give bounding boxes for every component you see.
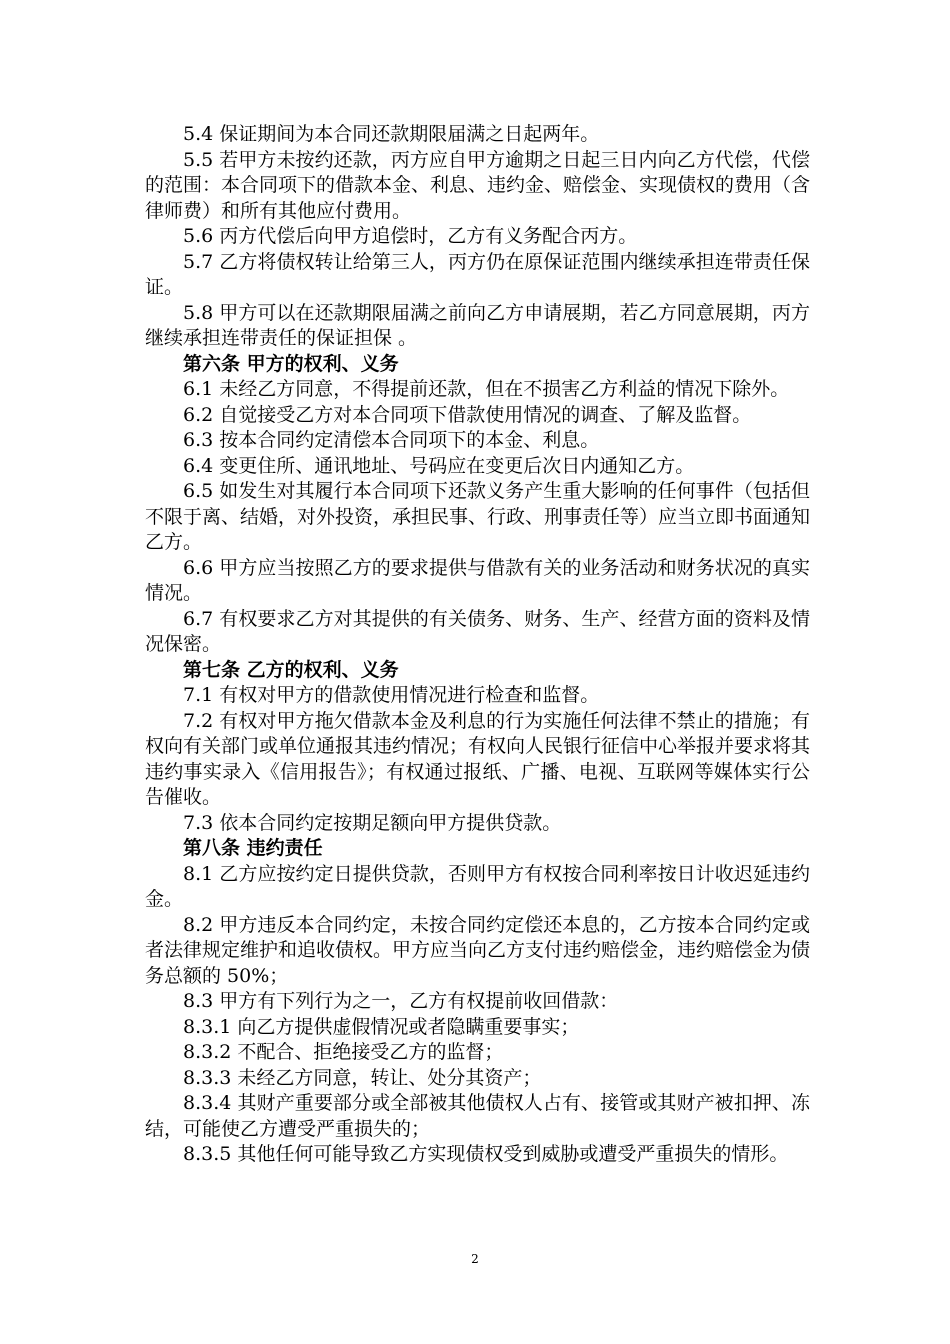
- document-body: [145, 122, 810, 1168]
- clause-5-7: 5.7 乙方将债权转让给第三人，丙方仍在原保证范围内继续承担连带责任保证。: [145, 250, 810, 298]
- clause-5-5: 5.5 若甲方未按约还款，丙方应自甲方逾期之日起三日内向乙方代偿，代偿的范围：本合同项下的借款本金、利息、违约金、赔偿金、实现债权的费用（含律师费）和所有其他应付费用。: [145, 148, 811, 222]
- clause-7-1: 7.1 有权对甲方的借款使用情况进行检查和监督。: [183, 684, 600, 706]
- clause-7-2: 7.2 有权对甲方拖欠借款本金及利息的行为实施任何法律不禁止的措施；有权向有关部门或单位通报其违约情况；有权向人民银行征信中心举报并要求将其违约事实录入《信用报告》；有权通过报纸、广播、电视、互联网等媒体实行公告催收。: [145, 709, 811, 808]
- clause-6-6: 6.6 甲方应当按照乙方的要求提供与借款有关的业务活动和财务状况的真实情况。: [145, 556, 810, 604]
- clause-5-6: 5.6 丙方代偿后向甲方追偿时，乙方有义务配合丙方。: [183, 225, 638, 247]
- clause-6-5: 6.5 如发生对其履行本合同项下还款义务产生重大影响的任何事件（包括但不限于离、结婚，对外投资，承担民事、行政、刑事责任等）应当立即书面通知乙方。: [145, 480, 811, 553]
- article-7-heading: 第七条 乙方的权利、义务: [183, 658, 399, 681]
- clause-8-3-3: 8.3.3 未经乙方同意，转让、处分其资产；: [183, 1066, 542, 1089]
- clause-6-1: 6.1 未经乙方同意，不得提前还款，但在不损害乙方利益的情况下除外。: [183, 378, 790, 400]
- clause-8-2: 8.2 甲方违反本合同约定，未按合同约定偿还本息的，乙方按本合同约定或者法律规定维护和追收债权。甲方应当向乙方支付违约赔偿金，违约赔偿金为债务总额的 50%；: [145, 913, 811, 987]
- clause-8-3: 8.3 甲方有下列行为之一，乙方有权提前收回借款：: [183, 990, 619, 1012]
- clause-8-3-5: 8.3.5 其他任何可能导致乙方实现债权受到威胁或遭受严重损失的情形。: [183, 1143, 789, 1165]
- article-6-heading: 第六条 甲方的权利、义务: [183, 352, 399, 375]
- page-number: 2: [471, 1252, 479, 1266]
- clause-5-4: 5.4 保证期间为本合同还款期限届满之日起两年。: [183, 123, 600, 145]
- clause-5-8: 5.8 甲方可以在还款期限届满之前向乙方申请展期，若乙方同意展期，丙方继续承担连带责任的保证担保 。: [145, 301, 810, 349]
- clause-7-3: 7.3 依本合同约定按期足额向甲方提供贷款。: [183, 811, 562, 834]
- clause-6-2: 6.2 自觉接受乙方对本合同项下借款使用情况的调查、了解及监督。: [183, 403, 752, 426]
- clause-6-3: 6.3 按本合同约定清偿本合同项下的本金、利息。: [183, 429, 600, 451]
- clause-8-3-2: 8.3.2 不配合、拒绝接受乙方的监督；: [183, 1041, 504, 1063]
- clause-6-4: 6.4 变更住所、通讯地址、号码应在变更后次日内通知乙方。: [183, 454, 695, 477]
- clause-8-3-1: 8.3.1 向乙方提供虚假情况或者隐瞒重要事实；: [183, 1015, 580, 1038]
- clause-8-3-4: 8.3.4 其财产重要部分或全部被其他债权人占有、接管或其财产被扣押、冻结，可能使乙方遭受严重损失的；: [145, 1092, 810, 1140]
- article-8-heading: 第八条 违约责任: [183, 837, 323, 859]
- clause-8-1: 8.1 乙方应按约定日提供贷款，否则甲方有权按合同利率按日计收迟延违约金。: [145, 862, 810, 910]
- clause-6-7: 6.7 有权要求乙方对其提供的有关债务、财务、生产、经营方面的资料及情况保密。: [145, 607, 810, 655]
